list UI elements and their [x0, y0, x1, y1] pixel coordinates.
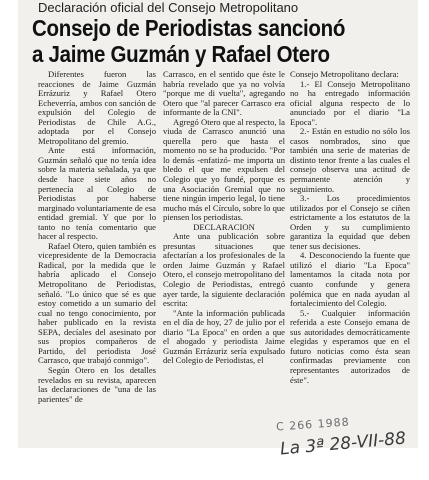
- paragraph: Ante una publicación sobre presuntas situaciones que afectarían a los profesionales de la orden Jaime Guzmán y Rafael Otero, el consejo metropolitano del Colegio de Periodistas, entregó ayer tarde, la siguiente declaración escrita:: [163, 231, 285, 309]
- paragraph: Ante está información, Guzmán señaló que no tenía idea sobre la materia señalada, ya que desde hace siete años no pertenecía al Colegio de Periodistas por haberse marginado voluntariamente de esa entidad gremial. Y que por lo tanto no tenía comentario que hacer al respecto.: [38, 145, 156, 242]
- paragraph: 3.- Los procedimientos utilizados por el Consejo se ciñen estrictamente a los estatutos de la Orden y su cumplimiento garantiza la equidad que deben tener sus decisiones.: [290, 193, 410, 251]
- paragraph: 1.- El Consejo Metropolitano no ha entregado información oficial alguna respecto de lo anunciado por el diario "La Epoca".: [290, 78, 410, 127]
- subheading: DECLARACION: [193, 221, 255, 232]
- kicker-line: Declaración oficial del Consejo Metropolitano: [38, 0, 299, 15]
- paragraph: Según Otero en los detalles revelados en su revista, aparecen las declaraciones de "una de las parientes" de: [38, 364, 156, 404]
- paragraph: Consejo Metropolitano declara:: [290, 69, 399, 79]
- article-column-2: [163, 70, 285, 366]
- headline: [32, 16, 412, 68]
- headline-line-1: Consejo de Periodistas sancionó: [32, 16, 346, 42]
- paragraph: 4. Desconociendo la fuente que utilizó el diario "La Epoca" lamentamos la citada nota por cuanto confunde y genera polémica que en nada ayudan al fortalecimiento del Colegio.: [290, 250, 410, 309]
- paragraph: "Ante la información publicada en el día de hoy, 27 de julio por el diario "La Epoca" en orden a que el abogado y periodista Jaime Guzmán Errázuriz sería expulsado del Colegio de Periodistas, el: [163, 307, 285, 366]
- paragraph: Carrasco, en el sentido que éste le habría revelado que ya no volvía "porque me di vuelta", agregando Otero que "al parecer Carrasco era informante de la CNI".: [163, 69, 285, 118]
- article-column-3: [290, 70, 410, 385]
- archive-stamp: C 266 1988: [275, 415, 351, 434]
- paragraph: Diferentes fueron las reacciones de Jaime Guzmán Errázuriz y Rafael Otero Echeverría, ambos con sanción de expulsión del Colegio de Periodistas de Chile A.G., adoptada por el Consejo Metropolitano del gremio.: [38, 69, 156, 146]
- handwritten-date-note: La 3ª 28-VII-88: [279, 428, 407, 460]
- article-column-1: [38, 70, 156, 404]
- paragraph: Agregó Otero que al respecto, la viuda de Carrasco anunció una querella pero que hasta el momento no se ha producido. "Por lo demás -enfatizó- me importa un bledo el que me expulsen del Colegio que yo fundé, porque es una Asociación Gremial que no tiene ningún imperio legal, lo tiene mucho más el Círculo, sobre lo que piensen los periodistas.: [163, 116, 285, 223]
- paragraph: 2.- Están en estudio no sólo los casos nombrados, sino que también una serie de materias de distinto tenor frente a las cuales el consejo observa una actitud de permanente atención y seguimiento.: [290, 126, 410, 194]
- paragraph: Rafael Otero, quien también es vicepresidente de la Democracia Radical, por la medida que le habría aplicado el Consejo Metropolitano de Periodistas, señaló. "Lo único que sé es que estoy cometido a un sumario del cual no tengo conocimiento, por haber publicado en la revista SEPA, decíales del asesinato por sus propios compañeros de Partido, del periodista José Carrasco, que trabajó conmigo".: [38, 240, 156, 366]
- paragraph: 5.- Cualquier información referida a este Consejo emana de sus autoridades democráticamente elegidas y esperamos que en el futuro noticias como ésta sean confirmadas previamente con representantes autorizados de éste".: [290, 307, 410, 385]
- headline-line-2: a Jaime Guzmán y Rafael Otero: [32, 41, 330, 68]
- newspaper-clipping: [18, 0, 418, 460]
